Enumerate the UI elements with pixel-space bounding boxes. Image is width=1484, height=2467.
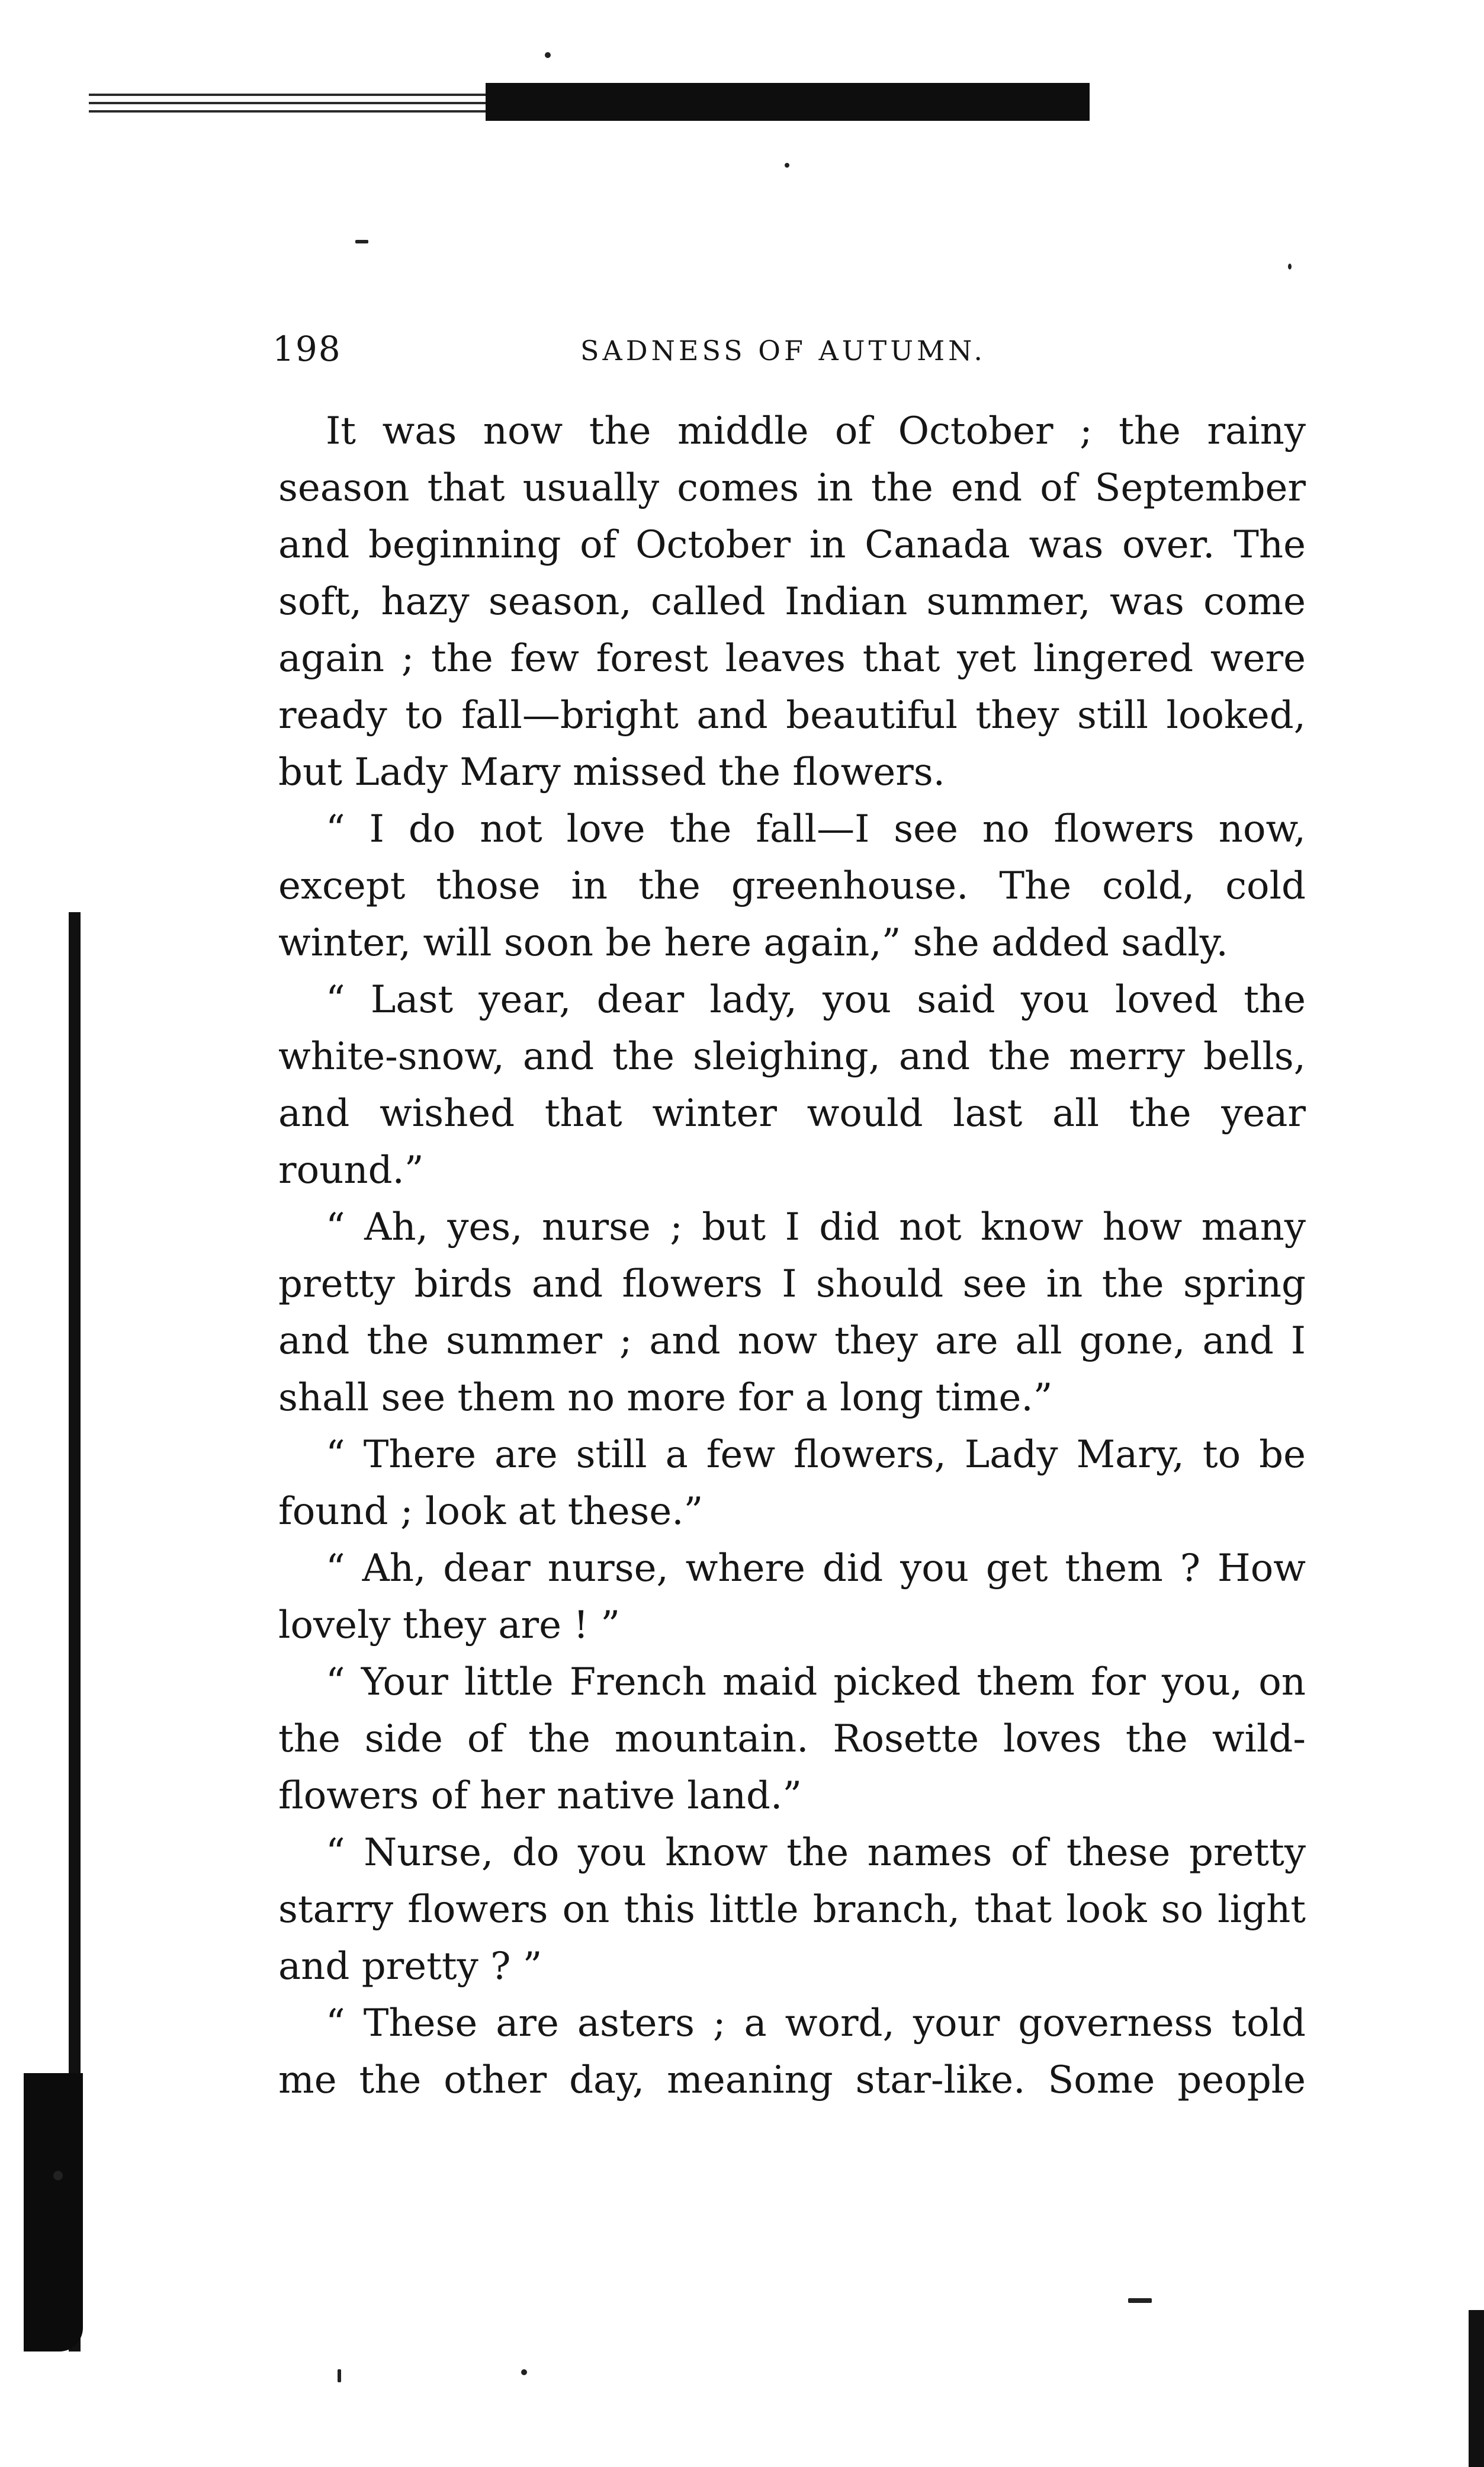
paragraph [278, 403, 1306, 801]
running-title: SADNESS OF AUTUMN. [580, 335, 986, 367]
text-line: again ; the few forest leaves that yet lingered were [278, 637, 1306, 681]
scan-speck [1128, 2298, 1152, 2303]
text-line: pretty birds and flowers I should see in the spring [278, 1262, 1306, 1306]
text-line: lovely they are ! ” [278, 1603, 621, 1647]
body-text [278, 403, 1306, 2109]
text-line: “ I do not love the fall—I see no flowers now, [326, 807, 1306, 851]
paragraph [278, 1995, 1306, 2109]
scan-speck [338, 2369, 341, 2382]
paragraph [278, 801, 1306, 971]
paragraph [278, 971, 1306, 1199]
scan-speck [1288, 264, 1292, 270]
text-line: white-snow, and the sleighing, and the merry bells, [278, 1035, 1306, 1079]
binding-blob [24, 2073, 83, 2351]
text-line: ready to fall—bright and beautiful they still looked, [278, 694, 1306, 737]
binding-shadow [65, 912, 101, 2351]
scan-speck [53, 2171, 63, 2180]
text-line: “ Ah, yes, nurse ; but I did not know how many [326, 1205, 1306, 1249]
text-line: “ There are still a few flowers, Lady Mary, to be [326, 1433, 1306, 1477]
rule-line [89, 94, 503, 96]
paragraph [278, 1824, 1306, 1995]
text-line: “ These are asters ; a word, your governess told [326, 2001, 1306, 2045]
text-line: flowers of her native land.” [278, 1774, 802, 1818]
paragraph [278, 1654, 1306, 1824]
running-head [272, 329, 1019, 376]
text-line: except those in the greenhouse. The cold, cold [278, 864, 1306, 908]
text-line: winter, will soon be here again,” she added sadly. [278, 921, 1228, 965]
paragraph [278, 1199, 1306, 1426]
text-line: “ Last year, dear lady, you said you loved the [326, 978, 1306, 1022]
scan-speck [521, 2369, 527, 2375]
scan-speck [545, 52, 551, 58]
text-line: me the other day, meaning star-like. Some people [278, 2058, 1306, 2102]
text-line: It was now the middle of October ; the rainy [326, 409, 1306, 453]
top-rule [89, 83, 1090, 121]
scan-speck [355, 240, 368, 243]
rule-bar [486, 83, 1090, 121]
text-line: and the summer ; and now they are all gone, and I [278, 1319, 1306, 1363]
text-line: and wished that winter would last all the year [278, 1092, 1306, 1135]
text-line: and pretty ? ” [278, 1945, 542, 1988]
rule-line [89, 110, 492, 113]
rule-line [89, 102, 497, 104]
text-line: starry flowers on this little branch, that look so light [278, 1888, 1306, 1932]
text-line: the side of the mountain. Rosette loves the wild- [278, 1717, 1306, 1761]
text-line: “ Ah, dear nurse, where did you get them ? How [326, 1547, 1306, 1590]
text-line: shall see them no more for a long time.” [278, 1376, 1053, 1420]
text-line: but Lady Mary missed the flowers. [278, 750, 945, 794]
text-line: “ Your little French maid picked them for you, on [326, 1660, 1306, 1704]
scan-speck [785, 163, 789, 168]
paragraph [278, 1426, 1306, 1540]
paragraph [278, 1540, 1306, 1654]
text-line: soft, hazy season, called Indian summer, was come [278, 580, 1306, 624]
text-line: found ; look at these.” [278, 1490, 704, 1534]
text-line: season that usually comes in the end of September [278, 466, 1306, 510]
page-number: 198 [272, 329, 342, 369]
page-edge-shadow [1469, 2310, 1484, 2467]
text-line: and beginning of October in Canada was over. The [278, 523, 1306, 567]
text-line: “ Nurse, do you know the names of these pretty [326, 1831, 1306, 1875]
text-line: round.” [278, 1149, 424, 1192]
